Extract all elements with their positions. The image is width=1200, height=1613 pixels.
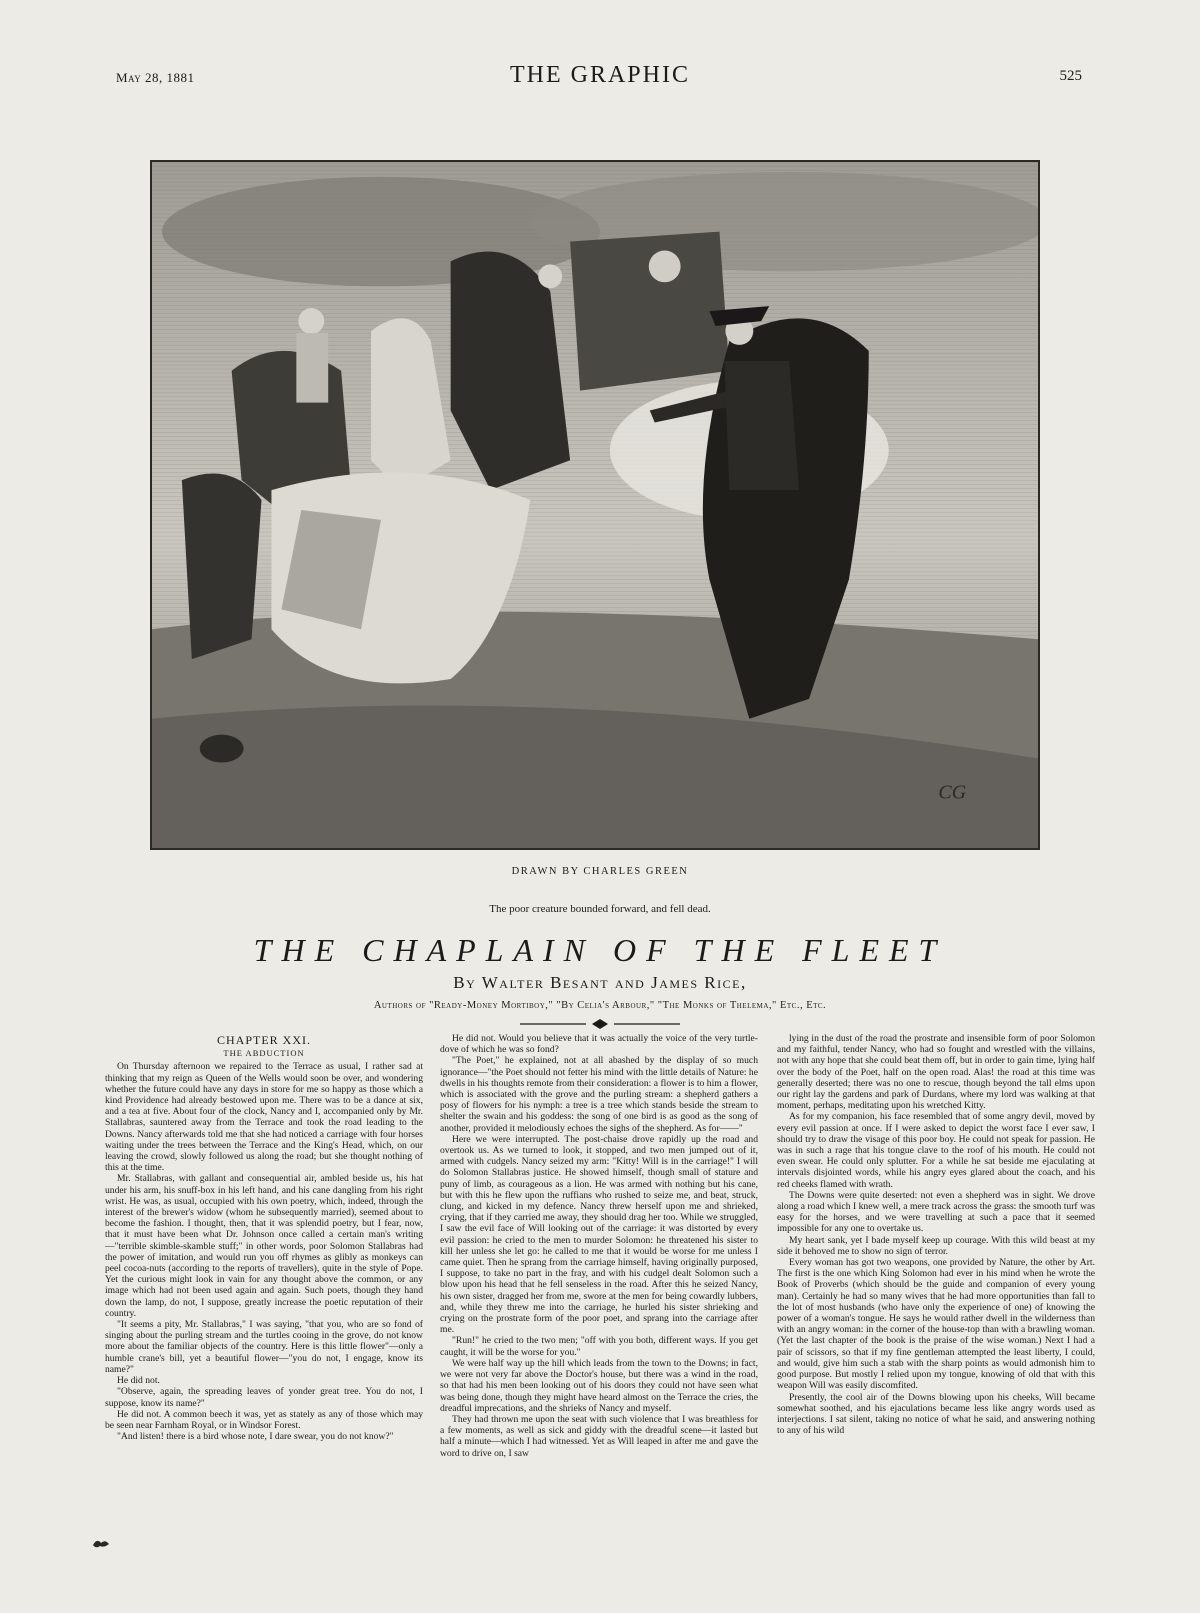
- paragraph: He did not.: [117, 1375, 160, 1387]
- paragraph: On Thursday afternoon we repaired to the Terrace as usual, I rather sad at thinking that my reign as Queen of the Wells would soon be over, and wondering whether the future could have any days in store for me so happy as those which a kind Providence had already bestowed upon me. There was to be a dance at six, and a tea at five. About four of the clock, Nancy and I, accompanied only by Mr. Stallabras, sauntered away from the Terrace and took the road leading to the Downs. Nancy afterwards told me that she had noticed a carriage with four horses waiting under the trees between the Terrace and the King's Head, which, on our leaving the crowd, slowly followed us along the road; but she thought nothing of this at the time.: [105, 1061, 423, 1174]
- masthead: [0, 62, 1200, 92]
- coach: [570, 232, 729, 391]
- chapter-heading: CHAPTER XXI.: [216, 1033, 311, 1047]
- storm-cloud: [162, 177, 600, 286]
- ink-smudge: [92, 1537, 110, 1549]
- highwayman-scene-illustration: [152, 162, 1038, 848]
- illustration-caption: The poor creature bounded forward, and fell dead.: [489, 903, 711, 915]
- artist-monogram: CG: [938, 781, 967, 804]
- paragraph: We were half way up the hill which leads from the town to the Downs; in fact, we were not very far above the Doctor's house, but there was a wind in the road, so that had his men been looking out of his doors they could not have seen what was being done, though they might have heard almost on the Terrace the cries, the dreadful imprecations, and the shrieks of Nancy and myself.: [440, 1357, 758, 1414]
- paragraph: As for my companion, his face resembled that of some angry devil, moved by every evil passion at once. If I were asked to depict the worst face I ever saw, I should try to draw the visage of this poor boy. He could not speak for passion. He was in such a rage that his tongue clave to the roof of his mouth. He could not even swear. He could only splutter. For a while he sat beside me ejaculating at intervals disjointed words, while his angry eyes glared about the coach, and his red cheeks flamed with wrath.: [777, 1111, 1095, 1190]
- paragraph: Presently, the cool air of the Downs blowing upon his cheeks, Will became somewhat soothed, and his ejaculations became less like angry words used as interjections. I sat silent, taking no notice of what he said, and answering nothing to any of his wild: [777, 1391, 1095, 1437]
- fallen-hat: [200, 735, 244, 763]
- divider-ornament: [520, 1018, 680, 1030]
- text-column-1: [105, 1033, 423, 1593]
- paragraph: lying in the dust of the road the prostrate and insensible form of poor Solomon and my faithful, tender Nancy, who had so fought and wrestled with the villains, not with any hope that she could beat them off, but in order to gain time, lying half over the body of the Poet, half on the open road. Alas! the road at this time was generally deserted; there was no one to rescue, though beyond the tall elms upon our right lay the gardens and park of Durdans, where my lord was walking at that moment, perhaps, meditating upon his wretched Kitty.: [777, 1033, 1095, 1112]
- dark-horse-left: [182, 474, 262, 660]
- paragraph: My heart sank, yet I bade myself keep up courage. With this wild beast at my side it behoved me to show no sign of terror.: [777, 1234, 1095, 1257]
- engraving-illustration: [150, 160, 1040, 850]
- paragraph: "It seems a pity, Mr. Stallabras," I was saying, "that you, who are so fond of singing about the purling stream and the turtles cooing in the grove, do not know more about the familiar objects of the country. Here is this little flower"—only a humble crane's bill, yet a beautiful flower—"you do not, I engage, know its name?": [105, 1319, 423, 1375]
- paragraph: They had thrown me upon the seat with such violence that I was breathless for a few moments, as well as sick and giddy with the dreadful scene—it lasted but half a minute—which I had witnessed. Yet as Will leaped in after me and gave the word to drive on, I saw: [440, 1413, 758, 1459]
- paragraph: Every woman has got two weapons, one provided by Nature, the other by Art. The first is the one which King Solomon had ever in his mind when he wrote the Book of Proverbs (which should be the guide and companion of every young man). Certainly he had so many wives that he had more opportunities than fall to the lot of most husbands (who have only the experience of one) of knowing the power of a woman's tongue. He says he would rather dwell in the wilderness than with an angry woman: in the corner of the house-top than with a brawling woman. (Yet the last chapter of the book is the praise of the wise woman.) Next I had a pair of scissors, so that if my fine gentleman attempted the least liberty, I could, and would, give him such a stab with the sharp points as would admonish him to good purpose. But mostly I relied upon my tongue, knowing of old that with this weapon Will was easily discomfited.: [777, 1257, 1095, 1392]
- page-number: 525: [1059, 68, 1082, 84]
- story-byline: By Walter Besant and James Rice,: [453, 973, 747, 992]
- paragraph: "The Poet," he explained, not at all abashed by the display of so much ignorance—"the Poet should not fetter his mind with the little details of Nature: he dwells in his thoughts remote from their consideration: a flower is to him a flower, which is associated with the grove and the purling stream: a shepherd gathers a posy of flowers for his nymph: a tree is a tree which stands beside the stream to shelter the swain and his goddess: the song of one bird is as good as the song of another, provided it melodiously echoes the sighs of the shepherd. As for——": [440, 1055, 758, 1134]
- paragraph: Mr. Stallabras, with gallant and consequential air, ambled beside us, his hat under his arm, his snuff-box in his left hand, and his cane dangling from his right wrist. He was, as usual, occupied with his own poetry, which, indeed, through the interest of the brewer's widow (whom he subsequently married), seemed about to become the fashion. I thought, then, that it was splendid poetry, but I fear, now, that it must have been what Dr. Johnson once called a certain man's writing—"terrible skimble-skamble stuff;" in other words, poor Solomon Stallabras had the power of imitation, and would run you off rhymes as glibly as monkeys can peel cocoa-nuts (according to the reports of travellers), quite in the style of Pope. Yet the curious might look in vain for any thought above the common, or any image which had not been used again and again. Such poets, though they hand down the lamp, do not, I suppose, greatly increase the poetic reputation of their country.: [105, 1173, 423, 1319]
- issue-date: May 28, 1881: [116, 70, 195, 85]
- story-title: THE CHAPLAIN OF THE FLEET: [253, 932, 947, 968]
- paragraph: He did not. Would you believe that it was actually the voice of the very turtle-dove of which he was so fond?: [440, 1033, 758, 1056]
- coachman-face: [649, 250, 681, 282]
- postboy-head: [538, 264, 562, 288]
- paragraph: Here we were interrupted. The post-chaise drove rapidly up the road and overtook us. As we turned to look, it stopped, and two men jumped out of it, armed with cudgels. Nancy seized my arm: "Kitty! Will is in the carriage!" I will do Solomon Stallabras justice. He showed himself, though small of stature and puny of limb, as courageous as a lion. He was armed with nothing but his cane, but with this he flew upon the ruffians who rushed to seize me, and beat, struck, clung, and kicked in my defence. Nancy threw herself upon me and shrieked, crying, that if they carried me away, they should drag her too. While we struggled, I saw the evil face of Will looking out of the carriage: it was distorted by every evil passion: he cried to the men to murder Solomon: he threatened his sister to kill her unless she let go: he called to me that it would be worse for me unless I came quiet. Then he sprang from the carriage himself, having originally purposed, I suppose, to take no part in the fray, and with his cudgel dealt Solomon such a blow upon his head that he fell senseless in the road. After this he seized Nancy, his own sister, dragged her from me, swore at the men for being cowardly lubbers, and, while they threw me into the carriage, he hurled his sister shrieking and crying on the prostrate form of the poor poet, and sprang into the carriage after me.: [440, 1133, 758, 1336]
- publication-title: THE GRAPHIC: [509, 62, 690, 88]
- text-column-3: [777, 1033, 1095, 1593]
- chapter-subheading: THE ABDUCTION: [223, 1048, 305, 1059]
- paragraph: He did not. A common beech it was, yet as stately as any of those which may be seen near Farnham Royal, or in Windsor Forest.: [105, 1408, 423, 1431]
- left-rider-head: [298, 308, 324, 334]
- paragraph: "Run!" he cried to the two men; "off with you both, different ways. If you get caught, it will be the worse for you.": [440, 1335, 758, 1358]
- authors-credits: Authors of "Ready-Money Mortiboy," "By Celia's Arbour," "The Monks of Thelema," Etc., Etc.: [373, 1000, 827, 1011]
- paragraph: "Observe, again, the spreading leaves of yonder great tree. You do not, I suppose, know its name?": [105, 1386, 423, 1409]
- paragraph: The Downs were quite deserted: not even a shepherd was in sight. We drove along a road which I knew well, a mere track across the grass: the smooth turf was easy for the horses, and we were travelling at such a pace that it seemed impossible for any one to overtake us.: [777, 1189, 1095, 1235]
- paragraph: "And listen! there is a bird whose note, I dare swear, you do not know?": [117, 1431, 394, 1443]
- illustration-credit: DRAWN BY CHARLES GREEN: [511, 866, 689, 877]
- text-column-2: [440, 1033, 758, 1593]
